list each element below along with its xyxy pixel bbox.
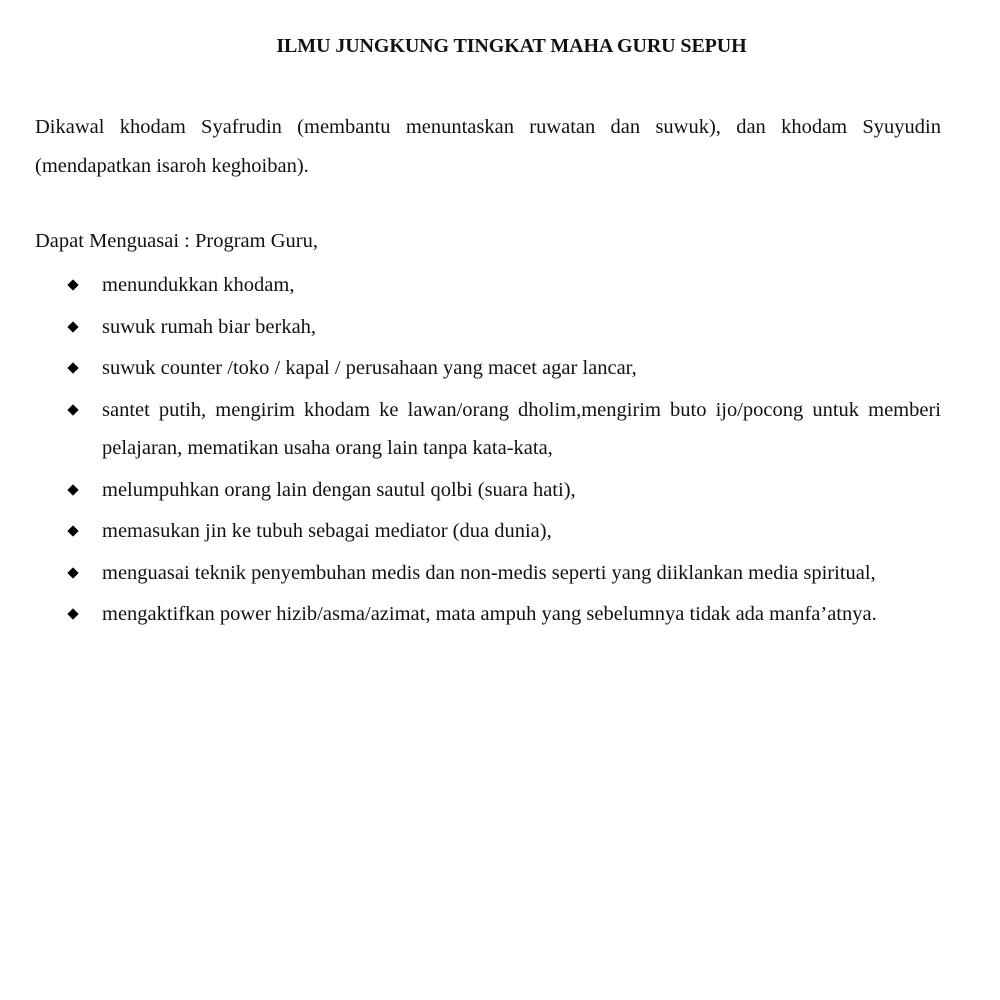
diamond-bullet-icon xyxy=(68,405,78,415)
list-item-text: suwuk rumah biar berkah, xyxy=(102,315,317,338)
diamond-bullet-icon xyxy=(68,485,78,495)
list-item xyxy=(35,512,941,551)
list-item xyxy=(35,471,941,510)
list-item-text: melumpuhkan orang lain dengan sautul qolbi (suara hati), xyxy=(102,478,576,501)
diamond-bullet-icon xyxy=(68,609,78,619)
list-item xyxy=(35,266,941,305)
list-item xyxy=(35,349,941,388)
diamond-bullet-icon xyxy=(68,280,78,290)
list-item xyxy=(35,554,941,593)
list-item xyxy=(35,595,941,634)
list-item-text: santet putih, mengirim khodam ke lawan/orang dholim,mengirim buto ijo/pocong untuk memberi pelajaran, mematikan usaha orang lain tanpa kata-kata, xyxy=(102,398,941,459)
list-item-text: memasukan jin ke tubuh sebagai mediator (dua dunia), xyxy=(102,520,552,542)
diamond-bullet-icon xyxy=(68,526,78,536)
list-item-text: menundukkan khodam, xyxy=(102,274,295,296)
diamond-bullet-icon xyxy=(68,568,78,578)
document-title: ILMU JUNGKUNG TINGKAT MAHA GURU SEPUH xyxy=(276,35,747,57)
list-item-text: mengaktifkan power hizib/asma/azimat, mata ampuh yang sebelumnya tidak ada manfa’atnya. xyxy=(102,603,877,625)
diamond-bullet-icon xyxy=(68,322,78,332)
list-item xyxy=(35,391,941,468)
diamond-bullet-icon xyxy=(68,363,78,373)
list-item-text: suwuk counter /toko / kapal / perusahaan yang macet agar lancar, xyxy=(102,357,637,379)
intro-paragraph: Dikawal khodam Syafrudin (membantu menuntaskan ruwatan dan suwuk), dan khodam Syuyudin (mendapatkan isaroh keghoiban). xyxy=(35,116,941,177)
list-item xyxy=(35,308,941,347)
lead-paragraph: Dapat Menguasai : Program Guru, xyxy=(35,230,318,252)
list-item-text: menguasai teknik penyembuhan medis dan non-medis seperti yang diiklankan media spiritual, xyxy=(102,561,876,584)
abilities-list xyxy=(35,266,941,637)
